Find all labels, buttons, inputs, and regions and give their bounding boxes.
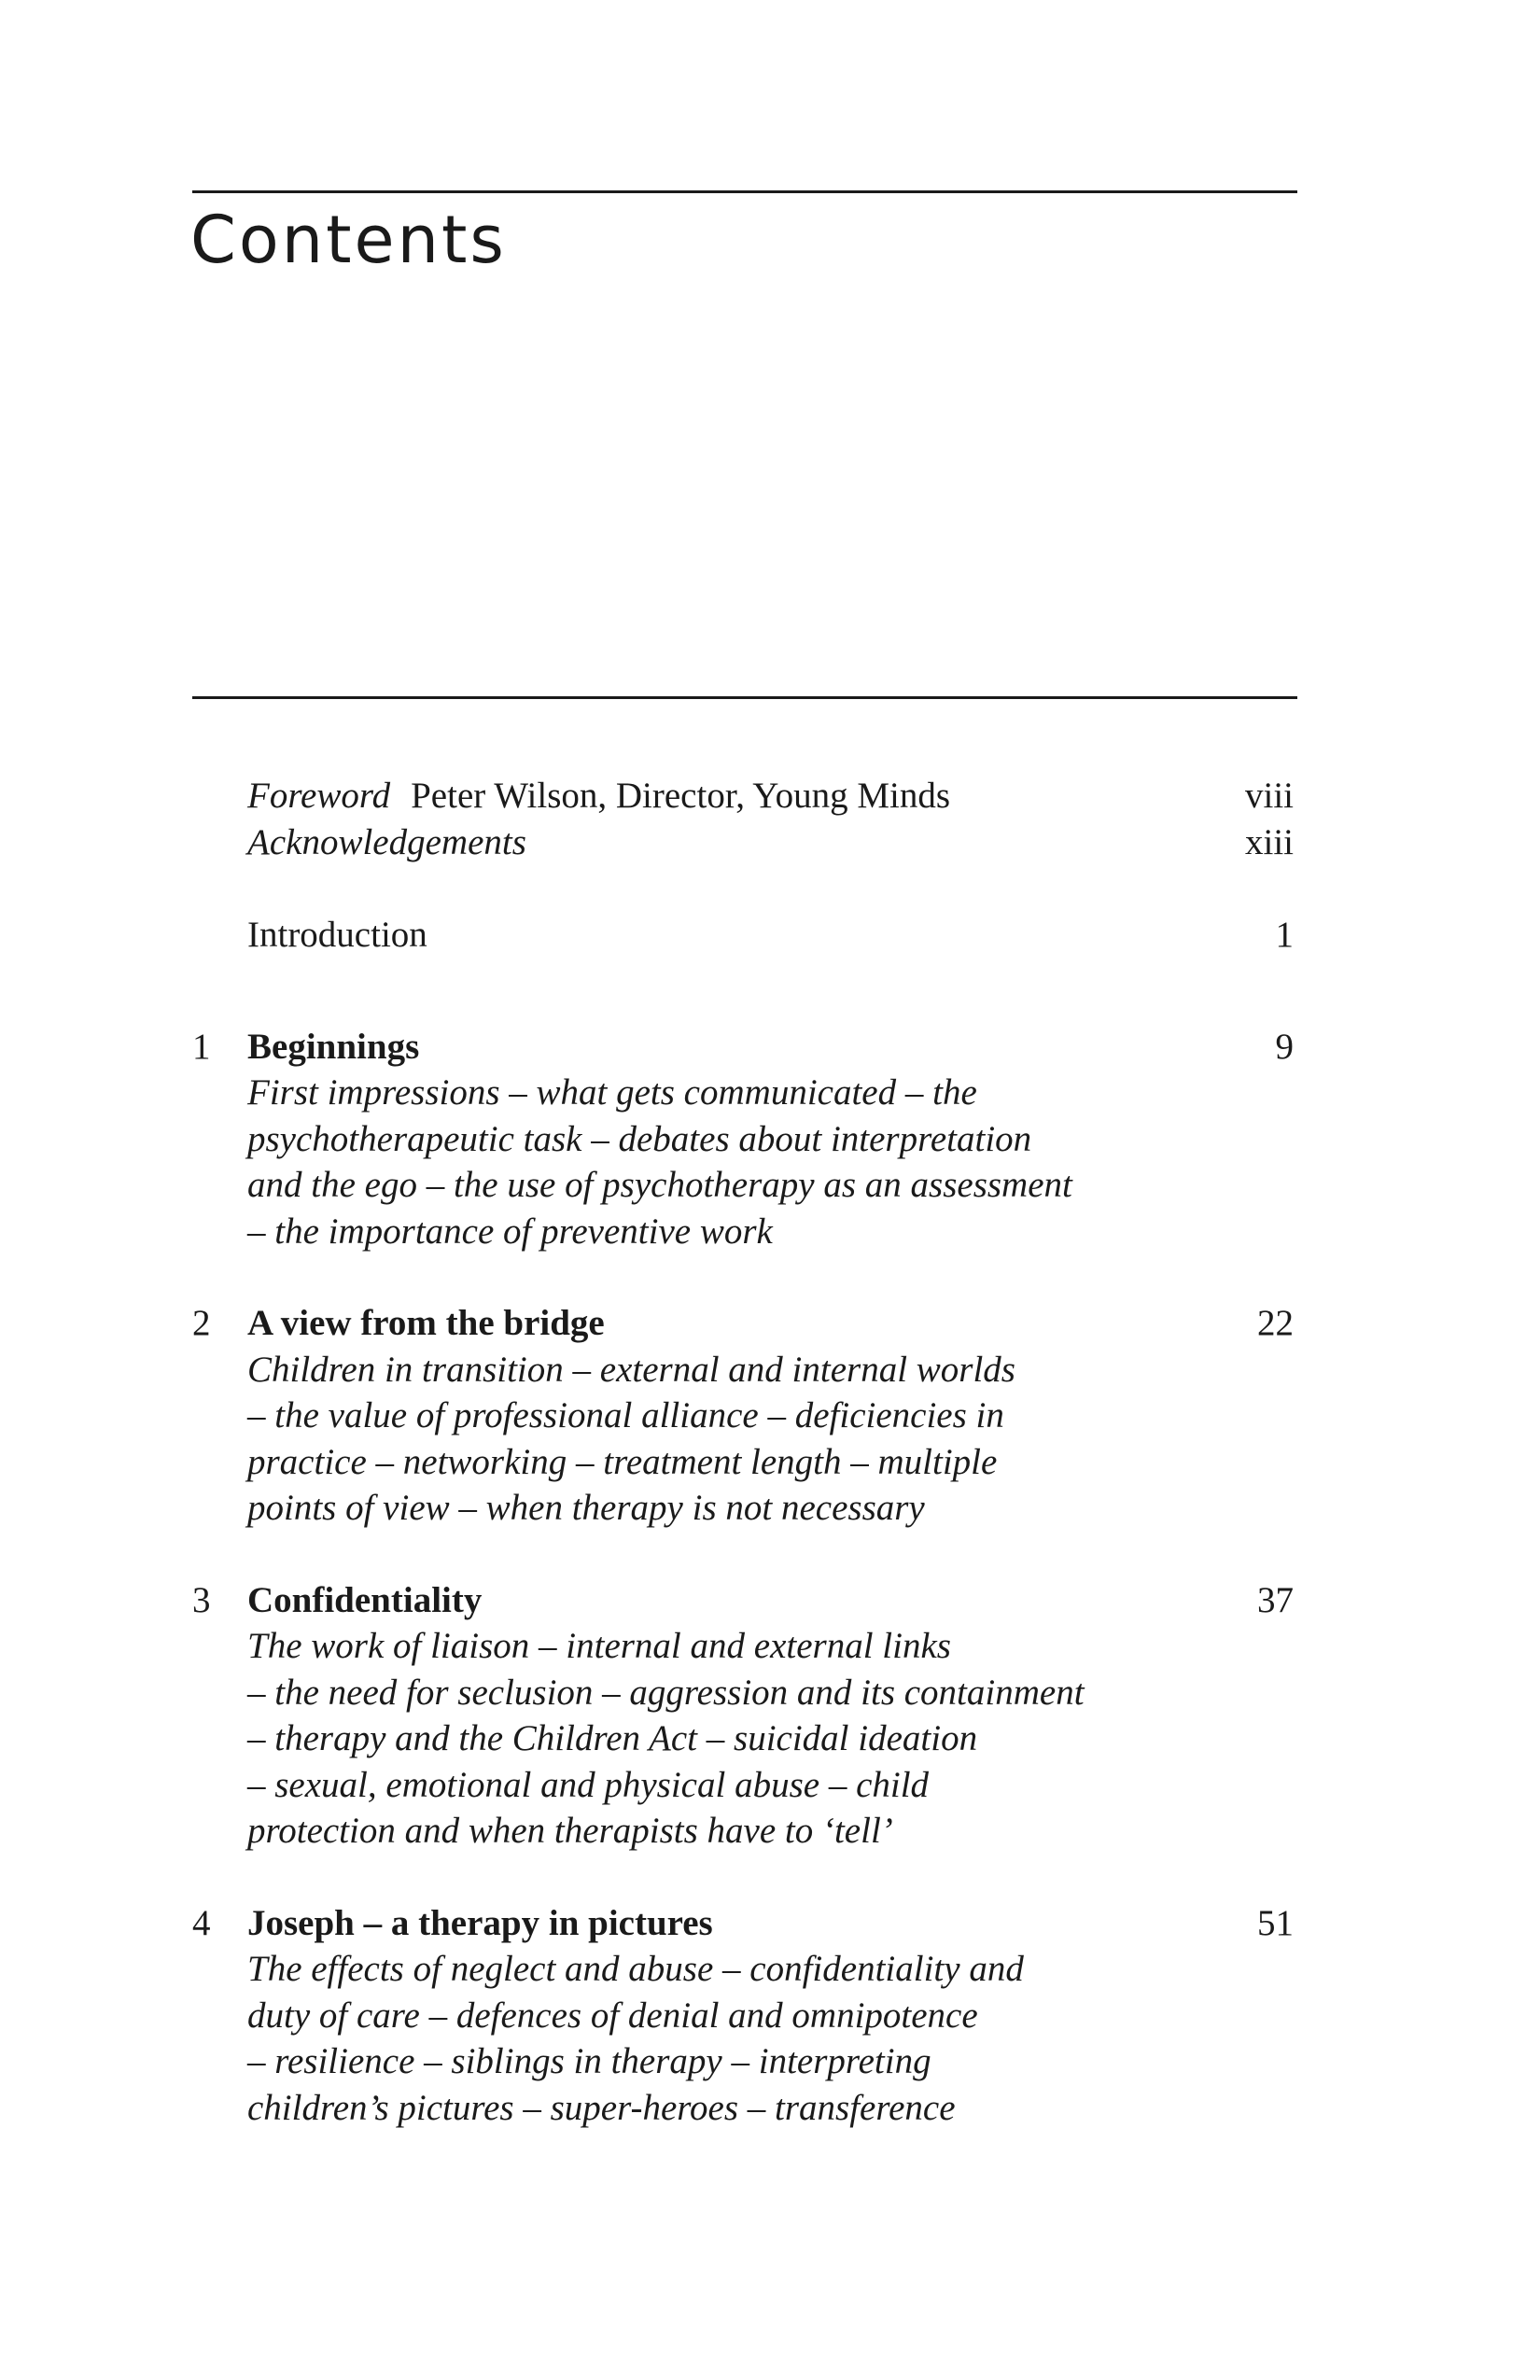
description-line: children’s pictures – super-heroes – transference <box>247 2087 956 2128</box>
description-line: protection and when therapists have to ‘tell’ <box>247 1811 893 1851</box>
top-rule <box>192 190 1297 193</box>
description-line: Children in transition – external and internal worlds <box>247 1349 1015 1390</box>
description-line: – the need for seclusion – aggression and its containment <box>247 1672 1085 1713</box>
chapter-title: A view from the bridge <box>247 1303 605 1343</box>
toc-entry-introduction[interactable] <box>192 912 1297 959</box>
description-line: practice – networking – treatment length – multiple <box>247 1441 998 1482</box>
chapter-entry-2[interactable] <box>192 1300 1297 1532</box>
chapter-page: 51 <box>1257 1902 1294 1943</box>
chapter-description <box>247 1070 1297 1254</box>
description-line: psychotherapeutic task – debates about interpretation <box>247 1118 1032 1159</box>
chapter-entry-1[interactable] <box>192 1024 1297 1255</box>
chapter-number: 2 <box>192 1303 211 1343</box>
acknowledgements-label: Acknowledgements <box>247 821 526 862</box>
page-title: Contents <box>190 202 507 278</box>
description-line: and the ego – the use of psychotherapy as an assessment <box>247 1165 1072 1205</box>
chapter-page: 9 <box>1275 1026 1294 1067</box>
foreword-author: Peter Wilson, Director, Young Minds <box>411 776 951 816</box>
chapter-entry-3[interactable] <box>192 1577 1297 1855</box>
introduction-label: Introduction <box>247 915 427 955</box>
chapter-page: 22 <box>1257 1303 1294 1343</box>
chapter-title: Beginnings <box>247 1026 420 1067</box>
chapter-description <box>247 1946 1297 2131</box>
description-line: – resilience – siblings in therapy – interpreting <box>247 2041 931 2081</box>
description-line: First impressions – what gets communicated – the <box>247 1072 977 1113</box>
introduction-page: 1 <box>1275 915 1294 955</box>
chapter-number: 3 <box>192 1579 211 1620</box>
chapter-number: 1 <box>192 1026 211 1067</box>
chapter-title: Joseph – a therapy in pictures <box>247 1902 713 1943</box>
description-line: The work of liaison – internal and external links <box>247 1626 951 1666</box>
chapter-number: 4 <box>192 1902 211 1943</box>
description-line: – sexual, emotional and physical abuse – child <box>247 1764 930 1805</box>
toc-entry-acknowledgements[interactable] <box>192 819 1297 866</box>
description-line: points of view – when therapy is not necessary <box>247 1488 925 1528</box>
section-rule <box>192 696 1297 699</box>
foreword-label: Foreword <box>247 776 391 816</box>
toc-entry-foreword[interactable] <box>192 773 1297 819</box>
description-line: The effects of neglect and abuse – confidentiality and <box>247 1949 1024 1989</box>
acknowledgements-page: xiii <box>1244 821 1294 862</box>
chapter-description <box>247 1623 1297 1855</box>
foreword-page: viii <box>1244 776 1294 816</box>
chapter-title: Confidentiality <box>247 1579 483 1620</box>
description-line: duty of care – defences of denial and omnipotence <box>247 1995 978 2036</box>
chapter-page: 37 <box>1257 1579 1294 1620</box>
table-of-contents <box>192 773 1297 2131</box>
description-line: – the value of professional alliance – deficiencies in <box>247 1395 1004 1435</box>
description-line: – therapy and the Children Act – suicidal ideation <box>247 1718 978 1758</box>
chapter-description <box>247 1347 1297 1532</box>
description-line: – the importance of preventive work <box>247 1211 773 1252</box>
chapter-entry-4[interactable] <box>192 1900 1297 2132</box>
